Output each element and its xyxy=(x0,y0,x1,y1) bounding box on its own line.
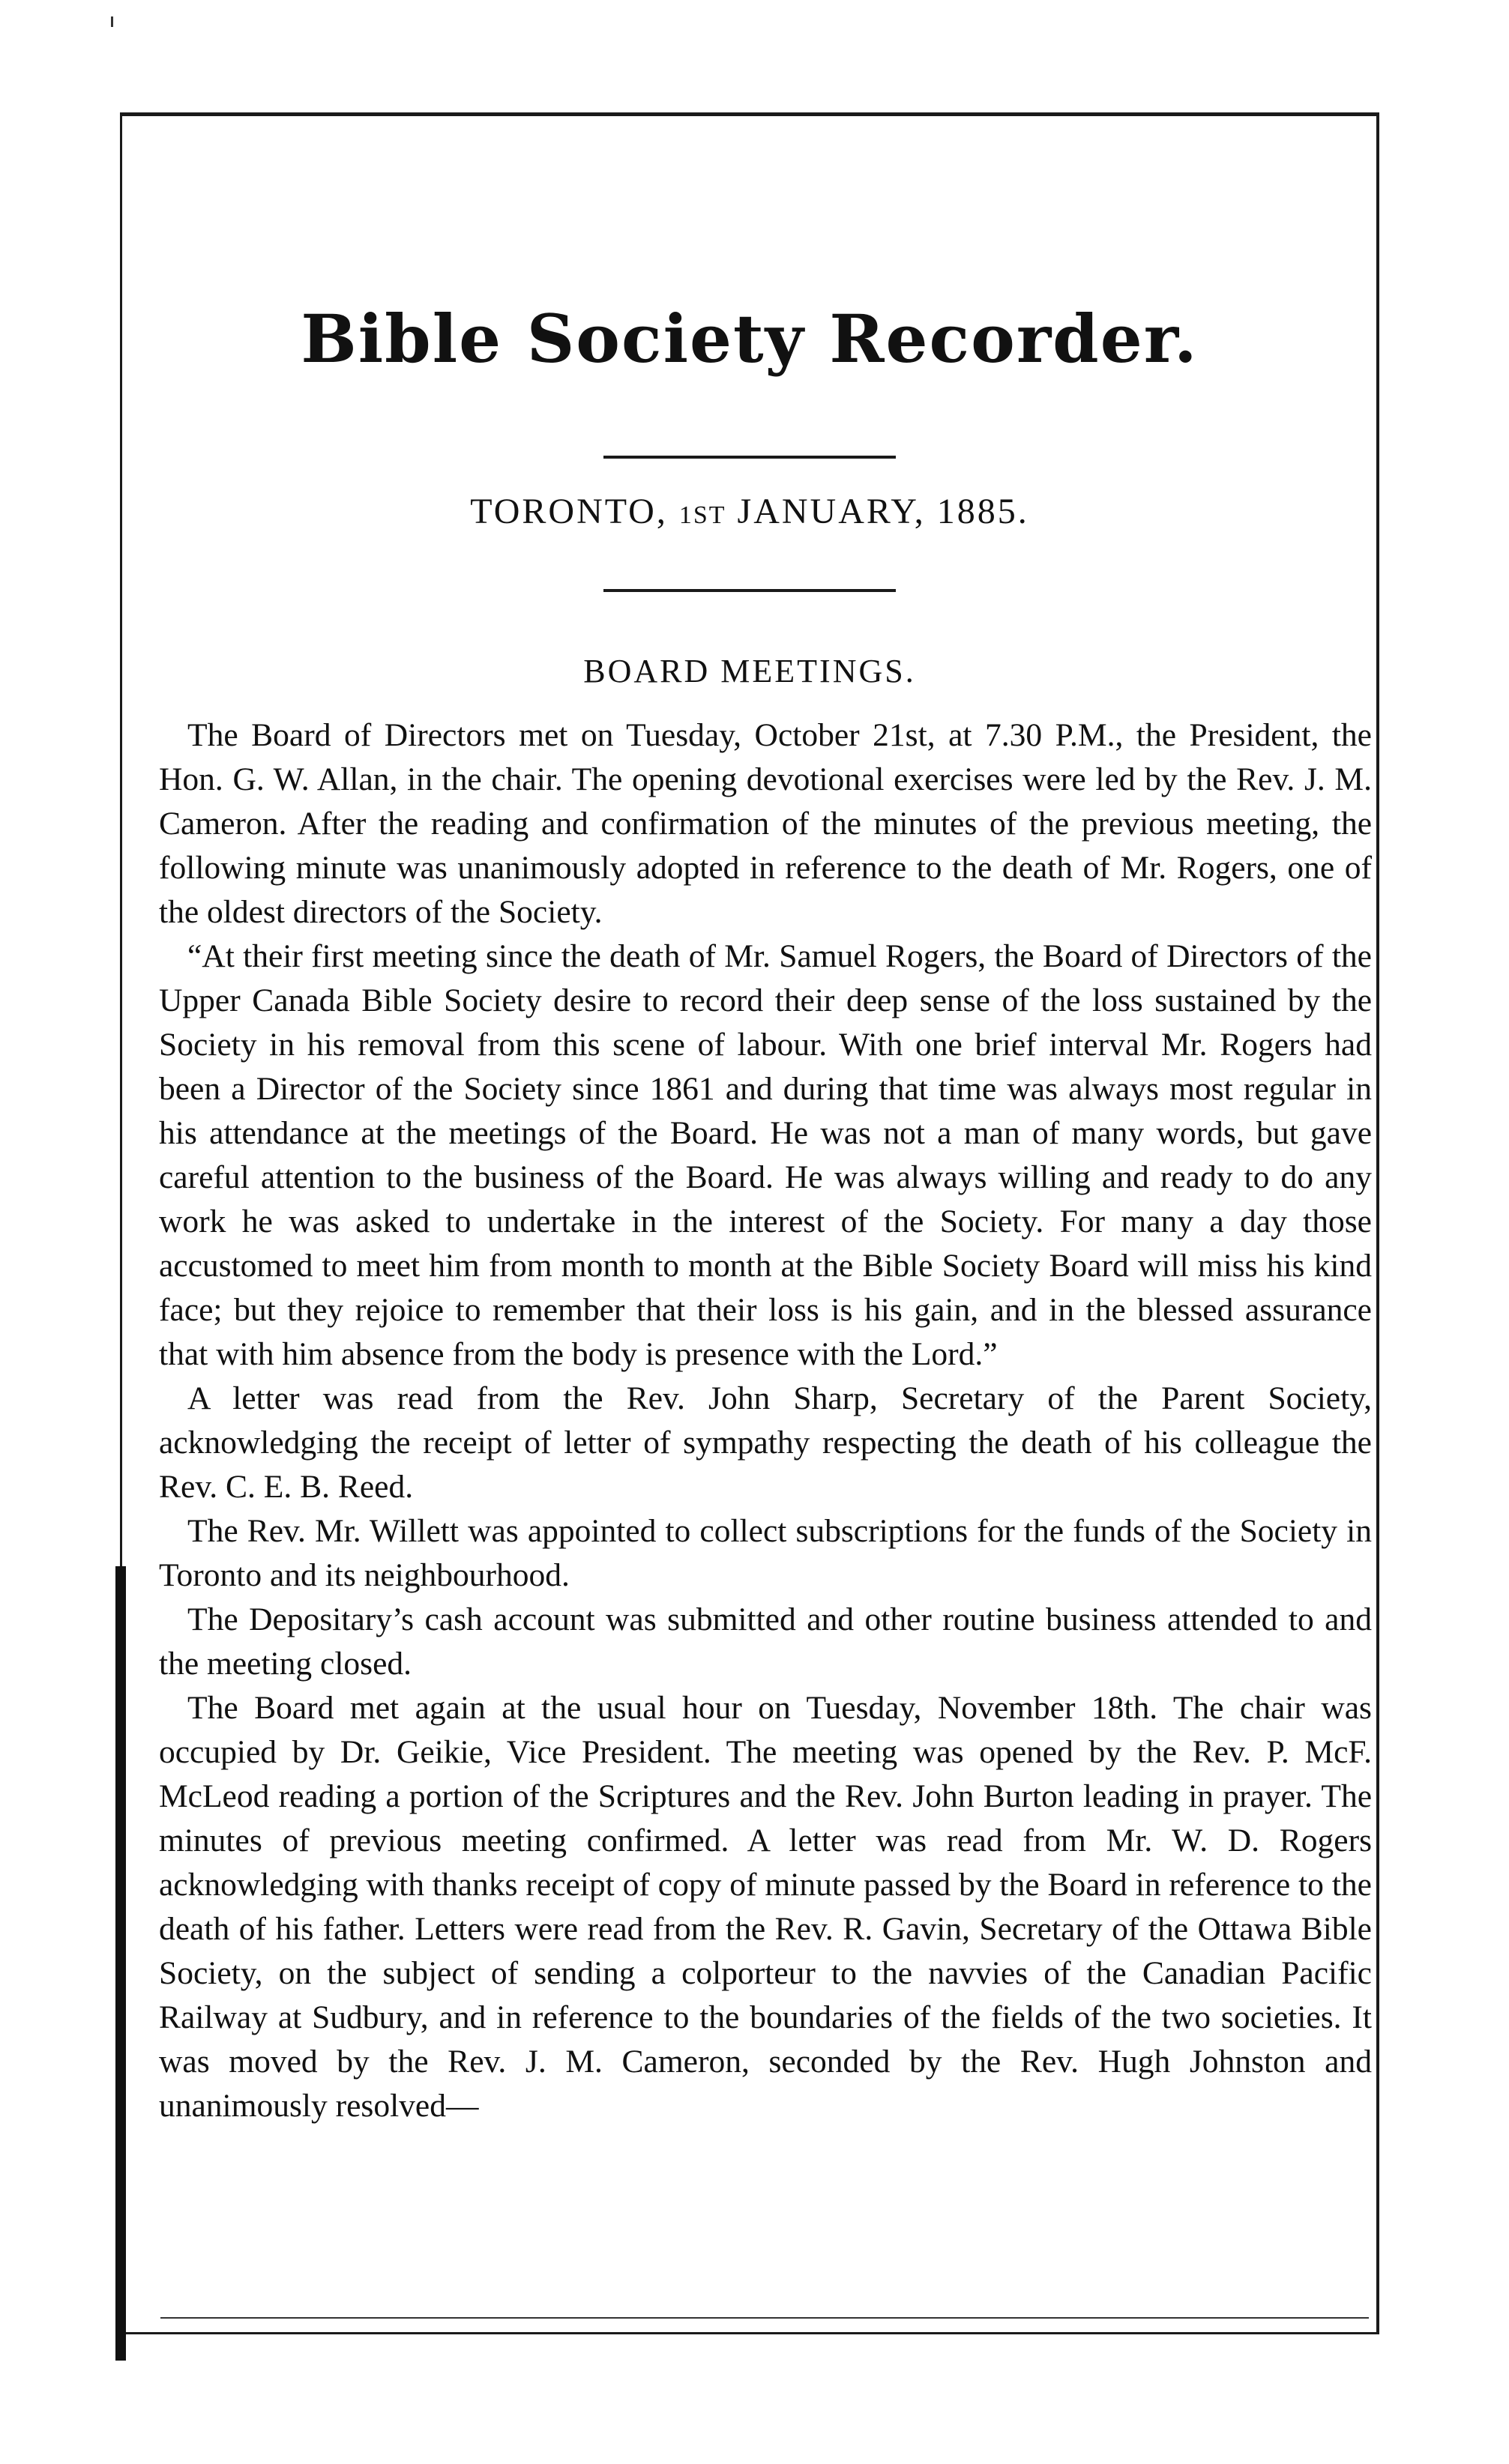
paragraph: The Board met again at the usual hour on Tuesday, November 18th. The chair was occupied by Dr. Geikie, Vice President. The meeting was opened by the Rev. P. McF. McLeod reading a portion of the Scriptures and the Rev. John Burton leading in prayer. The minutes of previous meeting confirmed. A letter was read from Mr. W. D. Rogers acknowledging with thanks receipt of copy of minute passed by the Board in reference to the death of his father. Letters were read from the Rev. R. Gavin, Secretary of the Ottawa Bible Society, on the subject of sending a colporteur to the navvies of the Canadian Pacific Railway at Sudbury, and in reference to the boundaries of the fields of the two societies. It was moved by the Rev. J. M. Cameron, seconded by the Rev. Hugh Johnston and unanimously resolved— xyxy=(159,1690,1372,2124)
rule-divider-bottom xyxy=(603,589,896,592)
dateline-rest: JANUARY, 1885. xyxy=(726,492,1029,531)
binding-shadow xyxy=(115,1566,126,2361)
rule-divider-top xyxy=(603,456,896,459)
paragraph: “At their first meeting since the death of Mr. Samuel Rogers, the Board of Directors of the Upper Canada Bible Society desire to record their deep sense of the loss sustained by the Society in his removal from this scene of labour. With one brief interval Mr. Rogers had been a Director of the Society since 1861 and during that time was always most regular in his attendance at the meetings of the Board. He was not a man of many words, but gave careful attention to the business of the Board. He was always willing and ready to do any work he was asked to undertake in the interest of the Society. For many a day those accustomed to meet him from month to month at the Bible Society Board will miss his kind face; but they rejoice to remember that their loss is his gain, and in the blessed assurance that with him absence from the body is presence with the Lord.” xyxy=(159,938,1372,1372)
section-heading: BOARD MEETINGS. xyxy=(583,653,916,689)
paragraph: The Depositary’s cash account was submitted and other routine business attended to and the meeting closed. xyxy=(159,1601,1372,1682)
dateline-place: TORONTO, xyxy=(470,492,679,531)
paragraph: The Rev. Mr. Willett was appointed to collect subscriptions for the funds of the Society in Toronto and its neighbourhood. xyxy=(159,1513,1372,1593)
paragraph: A letter was read from the Rev. John Sharp, Secretary of the Parent Society, acknowledging the receipt of letter of sympathy respecting the death of his colleague the Rev. C. E. B. Reed. xyxy=(159,1380,1372,1505)
dateline xyxy=(120,491,1379,532)
paragraph: The Board of Directors met on Tuesday, October 21st, at 7.30 P.M., the President, the Hon. G. W. Allan, in the chair. The opening devotional exercises were led by the Rev. J. M. Cameron. After the reading and confirmation of the minutes of the previous meeting, the following minute was unanimously adopted in reference to the death of Mr. Rogers, one of the oldest directors of the Society. xyxy=(159,717,1372,930)
stray-mark xyxy=(111,16,113,27)
bottom-rule xyxy=(160,2317,1369,2319)
dateline-day: 1ST xyxy=(678,501,726,529)
article-body xyxy=(159,713,1372,2128)
masthead-title: Bible Society Recorder. xyxy=(301,300,1199,378)
